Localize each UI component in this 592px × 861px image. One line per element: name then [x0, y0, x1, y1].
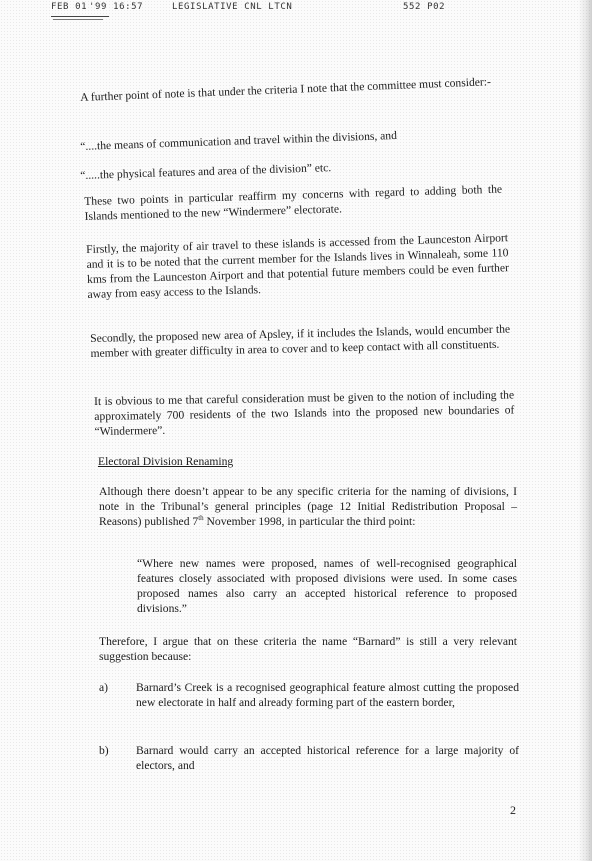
fax-time: '99 16:57 [89, 2, 144, 12]
paragraph-secondly: Secondly, the proposed new area of Apsley, if it includes the Islands, would encumber the member with greater difficulty in area to cover and to keep contact with all constituents. [90, 322, 511, 360]
paragraph-further-point: A further point of note is that under the criteria I note that the committee must consider:- [80, 75, 492, 104]
quoted-criterion-physical-features: “.....the physical features and area of the division” etc. [80, 161, 332, 182]
paragraph-although-text: Although there doesn’t appear to be any specific criteria for the naming of divisions, I note in the Tribunal’s general principles (page 12 Initial Redistribution Proposal – Reasons) published 7 [99, 485, 517, 528]
paragraph-although [99, 484, 517, 529]
fax-date: FEB 01 [51, 2, 88, 12]
ordinal-suffix: th [198, 514, 204, 523]
paragraph-although-text-end: November 1998, in particular the third point: [203, 515, 416, 528]
list-label-b: b) [99, 744, 109, 757]
quoted-criterion-communication: “....the means of communication and travel within the divisions, and [80, 128, 398, 153]
fax-page-ref: 552 P02 [403, 2, 446, 12]
section-heading: Electoral Division Renaming [98, 455, 234, 468]
paragraph-two-points: These two points in particular reaffirm my concerns with regard to adding both the Islands mentioned to the new “Windermere” electorate. [84, 182, 503, 223]
paragraph-careful-consideration: It is obvious to me that careful consideration must be given to the notion of including the approximately 700 residents of the two Islands into the proposed new boundaries of “Windermere”. [94, 388, 515, 438]
paragraph-firstly: Firstly, the majority of air travel to these islands is accessed from the Launceston Airport and it is to be noted that the current member for the Islands lives in Winnaleah, some 110 kms from the Launceston Airport and that potential future members could be even further away from easy access to the Islands. [86, 231, 510, 301]
block-quote: “Where new names were proposed, names of well-recognised geographical features closely associated with proposed divisions were used. In some cases proposed names also carry an accepted historical reference to proposed divisions.” [137, 557, 517, 615]
fax-sender: LEGISLATIVE CNL LTCN [172, 2, 293, 12]
paragraph-therefore: Therefore, I argue that on these criteria the name “Barnard” is still a very relevant suggestion because: [99, 635, 517, 663]
list-label-a: a) [99, 681, 109, 694]
list-item-b: Barnard would carry an accepted historical reference for a large majority of electors, and [136, 744, 519, 772]
list-item-a: Barnard’s Creek is a recognised geographical feature almost cutting the proposed new electorate in half and already forming part of the eastern border, [136, 681, 519, 709]
page-number: 2 [510, 803, 516, 817]
